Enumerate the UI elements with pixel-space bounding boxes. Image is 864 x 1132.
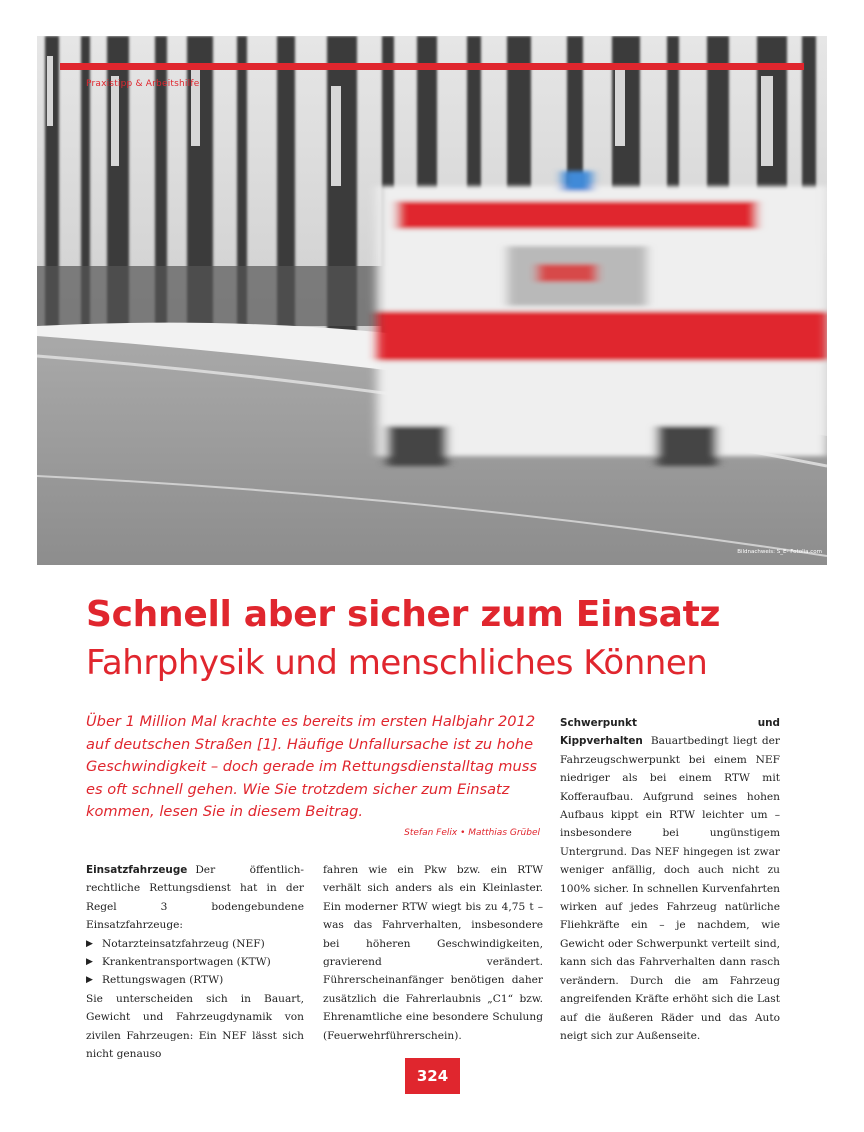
- text-column-1: [86, 861, 304, 1063]
- header-rule: [60, 63, 804, 70]
- list-item-text: Notarzteinsatzfahrzeug (NEF): [102, 937, 265, 950]
- article-subtitle: Fahrphysik und menschliches Können: [86, 643, 708, 683]
- section-rubric: Praxistipp & Arbeitshilfe: [86, 79, 200, 89]
- paragraph-text: fahren wie ein Pkw bzw. ein RTW verhält sich anders als ein Kleinlaster. Ein moderner RTW wiegt bis zu 4,75 t – was das Fahrverhalten, insbesondere bei höheren Geschwindigkeiten, gravierend verändert. Führerscheinanfänger benötigen daher zusätzlich die Fahrerlaubnis „C1“ bzw. Ehrenamtliche eine besondere Schulung (Feuerwehrführerschein).: [323, 864, 543, 1042]
- list-item-text: Rettungswagen (RTW): [102, 974, 224, 987]
- hero-photo-ambulance: [37, 36, 827, 565]
- text-column-2: [323, 861, 543, 1045]
- paragraph-heading: Einsatzfahrzeuge: [86, 864, 188, 876]
- photo-credit: Bildnachweis: S_E- Fotolia.com: [737, 549, 822, 555]
- article-authors: Stefan Felix • Matthias Grübel: [404, 828, 540, 838]
- page-number: 324: [405, 1058, 460, 1094]
- text-column-3: [560, 714, 780, 1045]
- article-lead: Über 1 Million Mal krachte es bereits im ersten Halbjahr 2012 auf deutschen Straßen [1]. Häufige Unfallursache ist zu hohe Geschwindigkeit – doch gerade im Rettungsdienstalltag muss es oft schnell gehen. Wie Sie trotzdem sicher zum Einsatz kommen, lesen Sie in diesem Beitrag.: [86, 713, 537, 821]
- paragraph-text: Sie unterscheiden sich in Bauart, Gewicht und Fahrzeugdynamik von zivilen Fahrzeugen: Ein NEF lässt sich nicht genauso: [86, 992, 304, 1061]
- paragraph-text: Der öffentlich-rechtliche Rettungsdienst hat in der Regel 3 bodengebundene Einsatzfahrzeuge:: [86, 864, 304, 932]
- vehicle-list: [86, 935, 304, 990]
- list-item: [86, 953, 304, 971]
- list-item: [86, 935, 304, 953]
- paragraph-einsatzfahrzeuge: [86, 861, 304, 935]
- bullet-triangle-icon: ▶: [86, 975, 93, 986]
- article-title: Schnell aber sicher zum Einsatz: [86, 594, 721, 635]
- paragraph-heading: Schwerpunkt und Kippverhalten: [560, 717, 780, 748]
- list-item-text: Krankentransportwagen (KTW): [102, 956, 271, 969]
- bullet-triangle-icon: ▶: [86, 938, 93, 949]
- paragraph-text: Bauartbedingt liegt der Fahrzeugschwerpunkt bei einem NEF niedriger als bei einem RTW mit Kofferaufbau. Aufgrund seines hohen Aufbaus kippt ein RTW leichter um – insbesondere bei ungünstigem Untergrund. Das NEF hingegen ist zwar weniger anfällig, doch auch nicht zu 100% sicher. In schnellen Kurvenfahrten wirken auf jedes Fahrzeug natürliche Fliehkräfte ein – je nachdem, wie Gewicht oder Schwerpunkt verteilt sind, kann sich das Fahrverhalten dann rasch verändern. Durch die am Fahrzeug angreifenden Kräfte erhöht sich die Last auf die äußeren Räder und das Auto neigt sich zur Außenseite.: [560, 735, 780, 1042]
- bullet-triangle-icon: ▶: [86, 957, 93, 968]
- paragraph-schwerpunkt: [560, 714, 780, 1045]
- list-item: [86, 971, 304, 989]
